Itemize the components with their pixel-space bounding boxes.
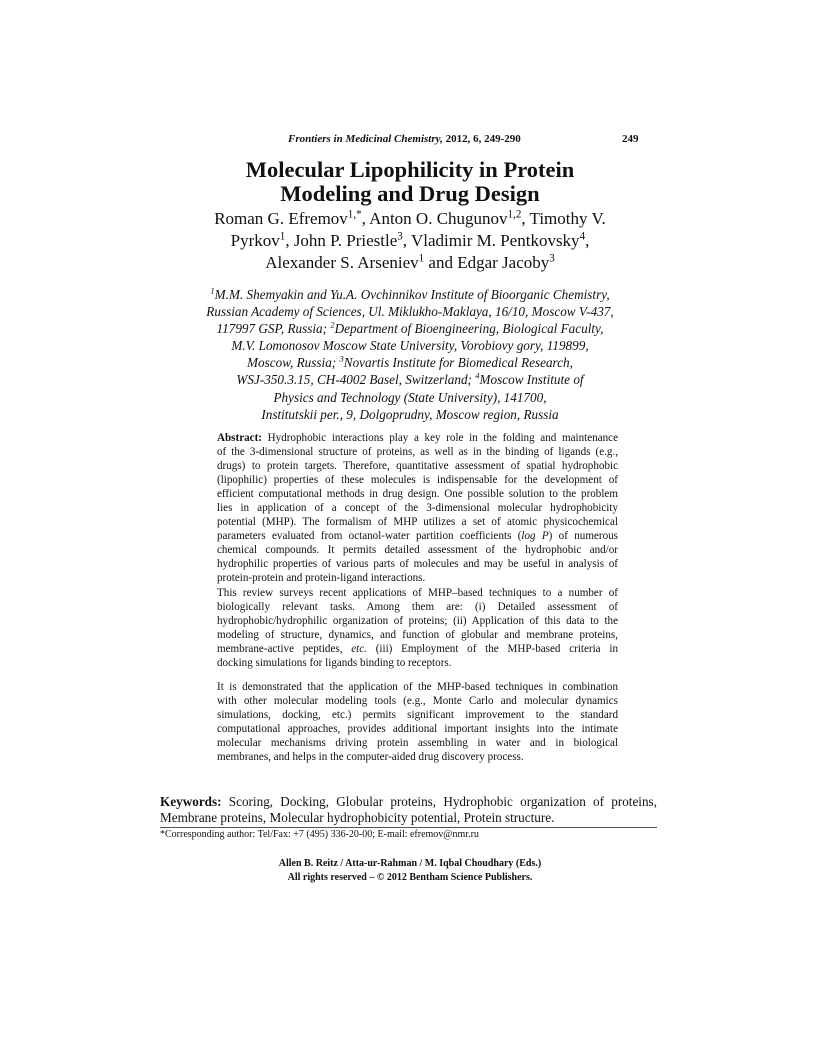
footnote-divider xyxy=(160,827,657,828)
text-line xyxy=(160,406,660,423)
text-run: Physics and Technology (State University), 141700, xyxy=(273,389,547,405)
text-run: , John P. Priestle xyxy=(285,231,398,250)
editors-notice xyxy=(160,857,660,885)
text-run: Keywords: xyxy=(160,794,222,809)
text-line xyxy=(160,320,660,337)
text-run: and Edgar Jacoby xyxy=(424,253,550,272)
text-line xyxy=(217,600,618,614)
text-run: , xyxy=(585,231,590,250)
text-run: modeling of structure, dynamics, and function of globular and membrane proteins, xyxy=(217,629,618,641)
text-line xyxy=(217,487,618,501)
text-run: membranes, and helps in the computer-aided drug discovery process. xyxy=(217,751,524,763)
text-run: , Timothy V. xyxy=(521,209,606,228)
superscript: 1,2 xyxy=(507,208,522,221)
text-line xyxy=(160,303,660,320)
text-run: Membrane proteins, Molecular hydrophobicity potential, Protein structure. xyxy=(160,810,555,825)
text-line xyxy=(217,736,618,750)
text-line xyxy=(217,656,618,670)
superscript: 1 xyxy=(418,252,425,265)
text-line xyxy=(217,722,618,736)
superscript: 1,* xyxy=(347,208,362,221)
text-line xyxy=(217,557,618,571)
text-line xyxy=(217,459,618,473)
text-line xyxy=(217,571,618,585)
text-line xyxy=(217,529,618,543)
text-line xyxy=(160,337,660,354)
running-header xyxy=(288,133,521,145)
text-run: ) of numerous xyxy=(548,530,618,542)
text-run: membrane-active peptides, xyxy=(217,643,352,655)
text-run: computational approaches, provides additional important insights into the intimate xyxy=(217,723,618,735)
copyright-line: All rights reserved – © 2012 Bentham Science Publishers. xyxy=(287,872,533,883)
text-line xyxy=(217,614,618,628)
text-run: WSJ-350.3.15, CH-4002 Basel, Switzerland; xyxy=(236,372,476,388)
abstract-paragraph-2 xyxy=(217,586,618,670)
superscript: 4 xyxy=(475,371,480,382)
text-line xyxy=(217,694,618,708)
text-run: Abstract: xyxy=(217,432,262,444)
text-run: potential (MHP). The formalism of MHP utilizes a set of atomic physicochemical xyxy=(217,516,618,528)
superscript: 3 xyxy=(339,353,344,364)
abstract-paragraph-3 xyxy=(217,680,618,764)
text-run: 117997 GSP, Russia; xyxy=(216,321,331,337)
author-list xyxy=(160,208,660,274)
text-line xyxy=(217,445,618,459)
superscript: 4 xyxy=(579,230,586,243)
text-run: of the 3-dimensional structure of proteins, as well as in the binding of ligands (e.g., xyxy=(217,446,618,458)
text-run: This review surveys recent applications of MHP–based techniques to a number of xyxy=(217,587,618,599)
text-run: Pyrkov xyxy=(230,231,280,250)
text-run: M.M. Shemyakin and Yu.A. Ovchinnikov Institute of Bioorganic Chemistry, xyxy=(214,287,610,302)
text-line xyxy=(160,230,660,252)
text-run: Moscow Institute of xyxy=(479,372,584,388)
text-line xyxy=(217,515,618,529)
text-run: hydrophobic/hydrophilic organization of proteins; (ii) Application of this data to the xyxy=(217,615,618,627)
text-run: Hydrophobic interactions play a key role in the folding and maintenance xyxy=(261,432,618,444)
text-run: drugs) to protein targets. Therefore, quantitative assessment of spatial hydrophobic xyxy=(217,460,618,472)
text-run: Novartis Institute for Biomedical Research, xyxy=(343,355,573,371)
text-line xyxy=(217,473,618,487)
text-line xyxy=(160,252,660,274)
text-run: biologically relevant tasks. Among them are: (i) Detailed assessment of xyxy=(217,601,618,613)
text-line xyxy=(217,628,618,642)
text-run: etc. xyxy=(351,643,367,655)
editors-line: Allen B. Reitz / Atta-ur-Rahman / M. Iqbal Choudhary (Eds.) xyxy=(278,858,542,869)
text-run: Institutskii per., 9, Dolgoprudny, Moscow region, Russia xyxy=(261,406,559,422)
journal-name: Frontiers in Medicinal Chemistry, xyxy=(288,133,443,145)
text-line xyxy=(217,642,618,656)
text-run: protein-protein and protein-ligand interactions. xyxy=(217,572,426,584)
text-run: M.V. Lomonosov Moscow State University, Vorobiovy gory, 119899, xyxy=(231,338,589,354)
keywords xyxy=(160,794,657,826)
text-run: Department of Bioengineering, Biological Faculty, xyxy=(334,321,604,337)
citation: 2012, 6, 249-290 xyxy=(442,133,521,145)
text-run: , Anton O. Chugunov xyxy=(361,209,508,228)
text-line xyxy=(217,750,618,764)
text-line xyxy=(160,389,660,406)
affiliations xyxy=(160,286,660,423)
text-line xyxy=(217,586,618,600)
page-number: 249 xyxy=(622,133,639,145)
text-line xyxy=(217,431,618,445)
text-run: It is demonstrated that the application of the MHP-based techniques in combination xyxy=(217,681,618,693)
text-run: Russian Academy of Sciences, Ul. Miklukho-Maklaya, 16/10, Moscow V-437, xyxy=(206,304,614,320)
text-run: simulations, docking, etc.) permits significant improvement to the standard xyxy=(217,709,618,721)
text-run: Roman G. Efremov xyxy=(214,209,348,228)
text-run: log P xyxy=(521,530,549,542)
text-line xyxy=(217,501,618,515)
text-line xyxy=(160,810,657,826)
text-run: lies in application of a concept of the 3-dimensional molecular hydrophobicity xyxy=(217,502,618,514)
text-line xyxy=(160,208,660,230)
text-line xyxy=(160,371,660,388)
text-run: (iii) Employment of the MHP-based criteria in xyxy=(366,643,618,655)
text-line xyxy=(160,286,660,303)
text-run: Scoring, Docking, Globular proteins, Hydrophobic organization of proteins, xyxy=(221,794,657,809)
paper-title xyxy=(160,158,660,206)
text-run: parameters evaluated from octanol-water partition coefficients ( xyxy=(217,530,522,542)
text-run: Alexander S. Arseniev xyxy=(265,253,419,272)
text-line xyxy=(160,354,660,371)
superscript: 2 xyxy=(330,319,335,330)
text-run: efficient computational methods in drug design. One possible solution to the problem xyxy=(217,488,618,500)
text-line xyxy=(217,543,618,557)
text-run: , Vladimir M. Pentkovsky xyxy=(402,231,580,250)
title-line: Modeling and Drug Design xyxy=(280,181,540,206)
text-run: (lipophilic) properties of these molecules is indispensable for the development of xyxy=(217,474,618,486)
text-line xyxy=(217,708,618,722)
text-run: hydrophilic properties of various parts of molecules and may be useful in analysis of xyxy=(217,558,618,570)
superscript: 3 xyxy=(397,230,403,243)
superscript: 1 xyxy=(279,230,286,243)
abstract-paragraph-1 xyxy=(217,431,618,585)
text-line xyxy=(217,680,618,694)
text-run: chemical compounds. It permits detailed assessment of the hydrophobic and/or xyxy=(217,544,618,556)
superscript: 3 xyxy=(549,252,555,265)
text-run: with other molecular modeling tools (e.g., Monte Carlo and molecular dynamics xyxy=(217,695,618,707)
corresponding-author-footnote: *Corresponding author: Tel/Fax: +7 (495) 336-20-00; E-mail: efremov@nmr.ru xyxy=(160,829,479,840)
text-run: Moscow, Russia; xyxy=(247,355,340,371)
text-line xyxy=(160,794,657,810)
text-run: molecular mechanisms driving protein assembling in water and in biological xyxy=(217,737,618,749)
text-run: docking simulations for ligands binding to receptors. xyxy=(217,657,452,669)
superscript: 1 xyxy=(210,285,215,296)
title-line: Molecular Lipophilicity in Protein xyxy=(245,157,575,182)
